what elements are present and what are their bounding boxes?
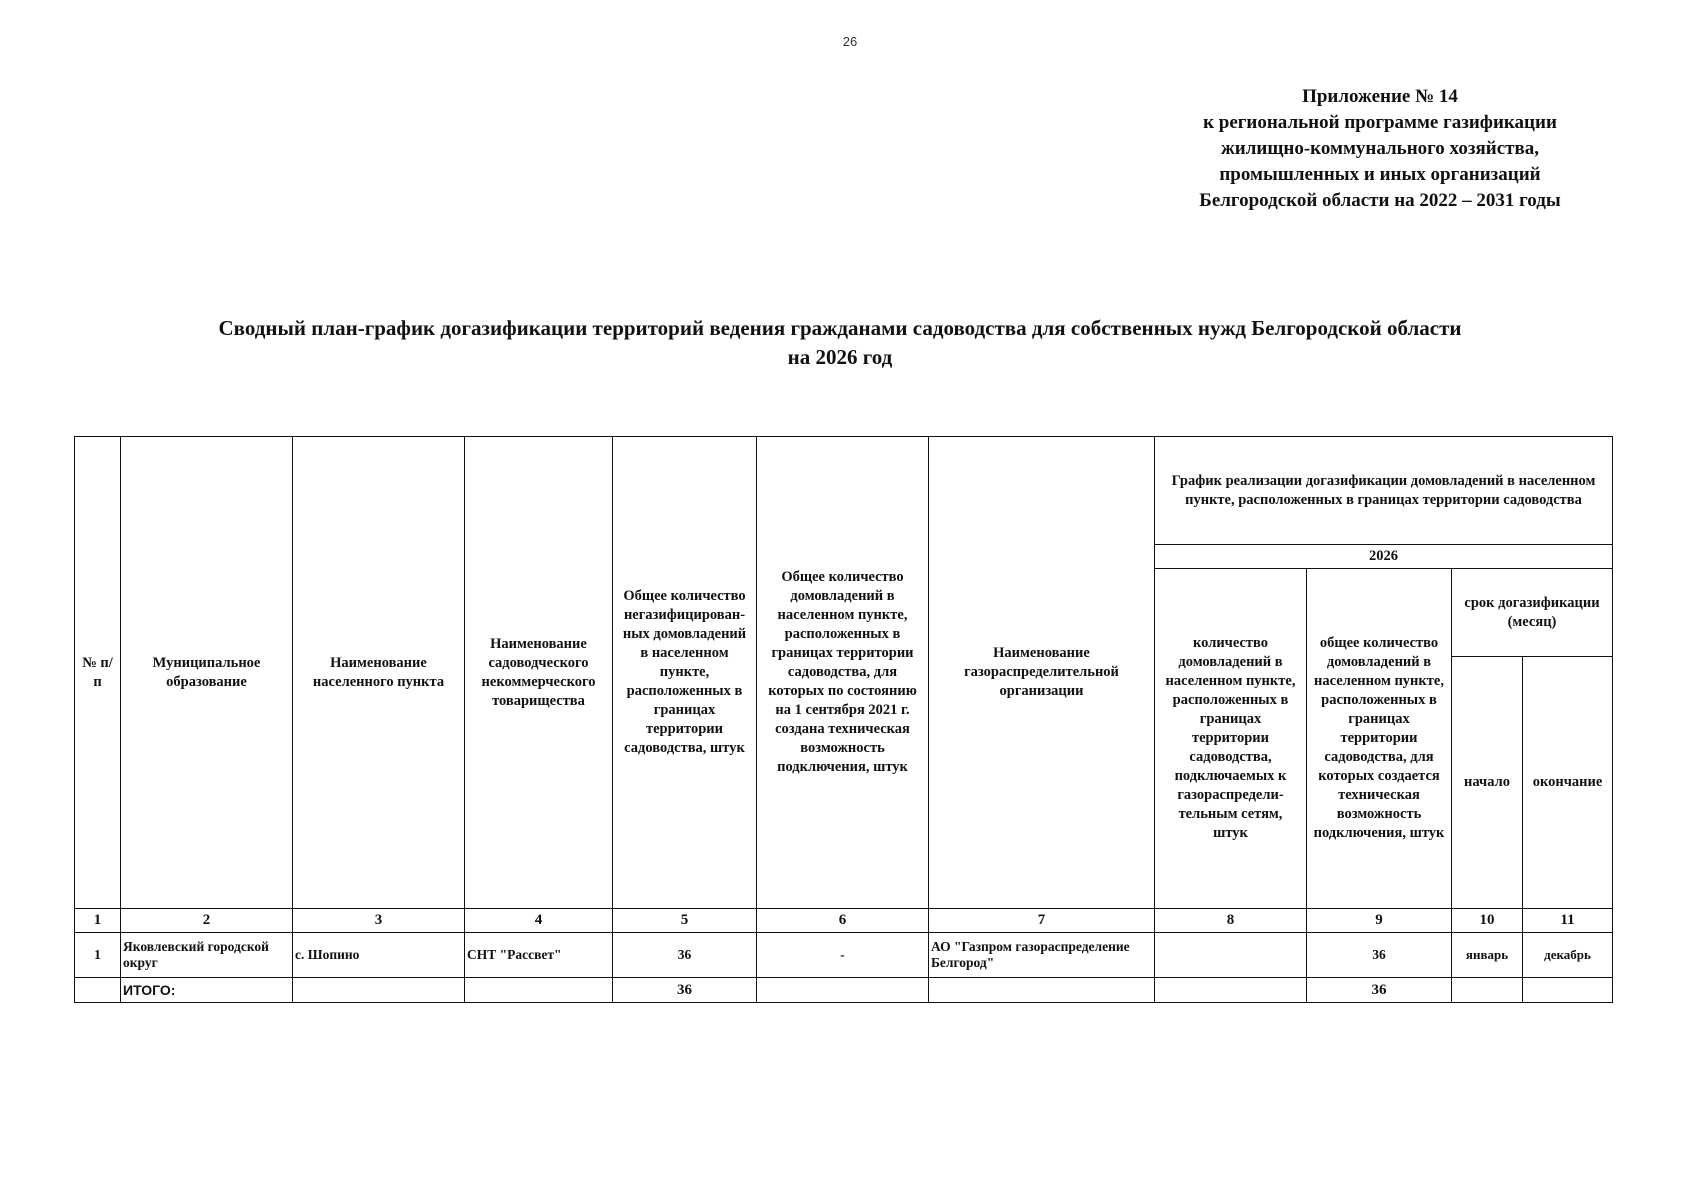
- header-number: № п/п: [75, 437, 121, 909]
- appendix-line: Приложение № 14: [1302, 86, 1458, 107]
- header-end: окончание: [1523, 657, 1613, 909]
- cell-tech-possible-2021: -: [757, 933, 929, 978]
- total-col5: 36: [613, 978, 757, 1003]
- cell-connected: [1155, 933, 1307, 978]
- header-total-ungasified: Общее количество негазифицирован-ных домовладений в населенном пункте, расположенных в границах территории садоводства, штук: [613, 437, 757, 909]
- total-empty-cell: [1523, 978, 1613, 1003]
- table-row: [75, 933, 1613, 978]
- cell-start: январь: [1452, 933, 1523, 978]
- column-number: 5: [613, 909, 757, 933]
- total-empty-cell: [757, 978, 929, 1003]
- total-empty-cell: [75, 978, 121, 1003]
- column-number: 11: [1523, 909, 1613, 933]
- column-number: 2: [121, 909, 293, 933]
- cell-municipality: Яковлевский городской округ: [121, 933, 293, 978]
- cell-gas-org: АО "Газпром газораспределение Белгород": [929, 933, 1155, 978]
- cell-end: декабрь: [1523, 933, 1613, 978]
- column-number: 7: [929, 909, 1155, 933]
- header-gas-org: Наименование газораспределительной организации: [929, 437, 1155, 909]
- appendix-line: промышленных и иных организаций: [1219, 164, 1541, 185]
- column-number: 1: [75, 909, 121, 933]
- total-label: ИТОГО:: [121, 978, 293, 1003]
- appendix-line: Белгородской области на 2022 – 2031 годы: [1199, 190, 1561, 211]
- page-number: 26: [842, 34, 858, 49]
- header-year: 2026: [1155, 545, 1613, 569]
- total-empty-cell: [465, 978, 613, 1003]
- appendix-heading: [1160, 84, 1600, 214]
- header-schedule-group: График реализации догазификации домовладений в населенном пункте, расположенных в границах территории садоводства: [1155, 437, 1613, 545]
- cell-snt: СНТ "Рассвет": [465, 933, 613, 978]
- header-start: начало: [1452, 657, 1523, 909]
- column-number: 6: [757, 909, 929, 933]
- header-term: срок догазификации (месяц): [1452, 569, 1613, 657]
- total-empty-cell: [293, 978, 465, 1003]
- header-snt: Наименование садоводческого некоммерческого товарищества: [465, 437, 613, 909]
- total-empty-cell: [929, 978, 1155, 1003]
- column-number: 10: [1452, 909, 1523, 933]
- column-number: 9: [1307, 909, 1452, 933]
- column-number: 3: [293, 909, 465, 933]
- header-municipality: Муниципальное образование: [121, 437, 293, 909]
- total-col9: 36: [1307, 978, 1452, 1003]
- cell-total-ungasified: 36: [613, 933, 757, 978]
- total-empty-cell: [1155, 978, 1307, 1003]
- appendix-line: жилищно-коммунального хозяйства,: [1221, 138, 1539, 159]
- header-connected: количество домовладений в населенном пункте, расположенных в границах территории садоводства, подключаемых к газораспредели-тельным сетям, штук: [1155, 569, 1307, 909]
- appendix-line: к региональной программе газификации: [1203, 112, 1557, 133]
- cell-number: 1: [75, 933, 121, 978]
- header-tech-created: общее количество домовладений в населенном пункте, расположенных в границах территории садоводства, для которых создается техническая возможность подключения, штук: [1307, 569, 1452, 909]
- gasification-schedule-table: [74, 436, 1613, 1003]
- cell-tech-created: 36: [1307, 933, 1452, 978]
- column-number: 4: [465, 909, 613, 933]
- total-empty-cell: [1452, 978, 1523, 1003]
- column-number-row: [75, 909, 1613, 933]
- header-tech-possible-2021: Общее количество домовладений в населенном пункте, расположенных в границах территории садоводства, для которых по состоянию на 1 сентября 2021 г. создана техническая возможность подключения, штук: [757, 437, 929, 909]
- total-row: [75, 978, 1613, 1003]
- title-line-1: Сводный план-график догазификации территорий ведения гражданами садоводства для собственных нужд Белгородской области: [218, 316, 1462, 340]
- header-settlement: Наименование населенного пункта: [293, 437, 465, 909]
- column-number: 8: [1155, 909, 1307, 933]
- cell-settlement: с. Шопино: [293, 933, 465, 978]
- document-title: [160, 314, 1520, 372]
- title-line-2: на 2026 год: [787, 345, 893, 369]
